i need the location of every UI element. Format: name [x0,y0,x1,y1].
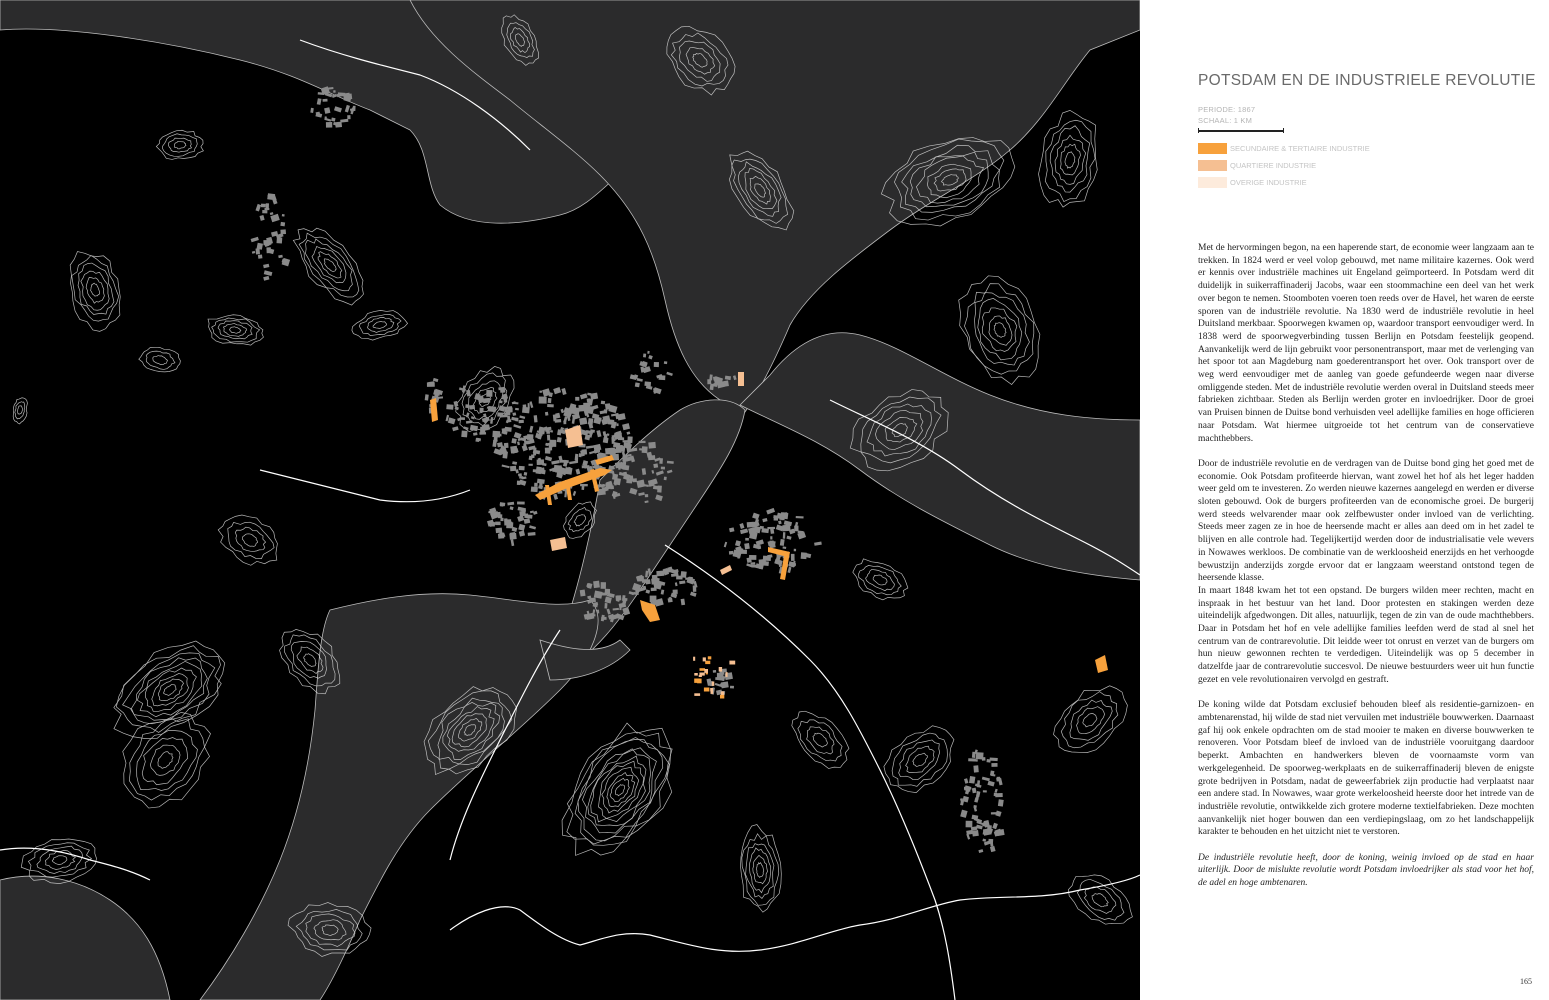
building [511,438,516,444]
building [523,443,526,448]
building [347,115,350,119]
building [548,398,552,403]
building [643,354,646,358]
building [498,533,504,539]
legend-swatch [1198,160,1227,171]
building [258,255,263,259]
building [657,486,662,493]
building [693,585,697,592]
building [580,590,586,597]
building [659,458,663,464]
building [629,475,633,481]
industry-building [708,656,712,659]
building [497,412,503,416]
building [616,423,618,426]
building [994,793,997,796]
building [500,518,503,521]
building [502,451,508,458]
building [515,418,518,422]
building [461,431,467,438]
page-number: 165 [1520,977,1532,986]
building [605,448,612,455]
building [276,237,282,243]
building [622,465,629,471]
industry-building [700,668,706,671]
building [504,443,509,448]
building [618,437,624,440]
building [622,595,625,599]
industry-building [720,695,724,699]
legend-label: SECUNDAIRE & TERTIAIRE INDUSTRIE [1230,144,1370,153]
building [326,122,332,128]
building [998,799,1004,806]
building [323,99,328,102]
building [495,522,500,526]
building [751,562,756,565]
building [645,494,648,497]
text-page [1140,0,1549,1000]
legend-label: OVERIGE INDUSTRIE [1230,178,1307,187]
building [335,122,342,128]
building [997,777,1001,781]
building [604,603,607,609]
scale-bar [1198,128,1284,133]
paragraph: Door de industriële revolutie en de verdragen van de Duitse bond ging het goed met de economie. Ook Potsdam profiteerde hiervan, want zowel het hof als het leger hadden weer geld om te investeren. Zo werden nieuwe kazernes aangelegd en werden er diverse sloten gebouwd. Ook de burgers profiteerden van de economische groei. De burgerij werd steeds welvarender maar ook zelfbewuster onder invloed van de verlichting. Steeds meer zagen ze in hoe de heersende macht er alles aan deed om in het zadel te blijven en alle controle had. Tegelijkertijd werden door de industrialisatie vele wevers in Nowawes werkloos. De combinatie van de werkloosheid enerzijds en het verhoogde bewustzijn anderzijds zorgde ervoor dat er langzaam weerstand ontstond tegen de heersende klasse. In maart 1848 kwam het tot een opstand. De burgers wilden meer rechten, macht en inspraak in het bestuur van het land. Door protesten en stakingen werden deze uiteindelijk afgedwongen. Dit alles, natuurlijk, tegen de zin van de oude machthebbers. Daar in Potsdam het hof en vele adellijke families leefden werd de stad al snel het centrum van de contrarevolutie. Dit leidde weer tot onrust en verzet van de burgers om hun nieuw gewonnen rechten te verdedigen. Uiteindelijk was op 5 december in datzelfde jaar de contrarevolutie succesvol. De nieuwe bestuurders weer uit hun functie gezet en vele revolutionairen vervolgd en gestraft. [1198,458,1534,685]
industry-building [729,661,735,665]
building [607,433,610,435]
building [635,590,638,595]
industry-building [703,657,706,661]
building [656,570,664,576]
building [547,404,554,407]
building [642,446,648,453]
building [669,597,672,601]
building [741,550,747,554]
building [801,552,807,559]
conclusion-paragraph: De industriële revolutie heeft, door de koning, weinig invloed op de stad en haar uiterlijk. Door de mislukte revolutie wordt Potsdam invloedrijker als stad voor het hof, de adel en hoge ambtenaren. [1198,852,1534,889]
building [582,465,590,468]
scale-label: SCHAAL: 1 KM [1198,116,1253,125]
building [794,549,796,551]
building [488,406,496,412]
building [603,409,607,413]
building [763,556,771,561]
building [486,390,492,397]
building [635,382,640,387]
building [650,596,657,602]
building [500,504,504,506]
building [528,464,532,466]
building [787,525,790,527]
building [257,243,263,250]
legend-swatch [1198,143,1227,154]
building [547,435,550,441]
building [783,532,786,539]
building [664,361,667,364]
building [986,759,990,763]
building [533,469,537,472]
building [267,195,274,199]
building [983,790,987,792]
building [343,93,351,100]
industry-building [694,673,698,676]
building [465,404,469,408]
building [594,591,603,599]
industry-building [738,372,744,386]
building [972,752,976,758]
building [627,436,632,443]
industry-building [704,669,708,673]
building [425,394,429,400]
building [653,463,658,468]
industry-building [699,673,704,676]
building [333,90,336,93]
building [515,408,519,410]
building [480,408,484,412]
building [545,412,549,416]
paragraph: De koning wilde dat Potsdam exclusief behouden bleef als residentie-garnizoen- en ambtenarenstad, hij wilde de stad niet vervuilen met industriële bouwwerken. Daarnaast gaf hij ook enkele opdrachten om de stad mooier te maken en diverse bouwwerken te renoveren. Voor Potsdam bleef de invloed van de industriële vooruitgang daardoor beperkt. Ambachten en handwerkers bleven de voornaamste vorm van werkgelegenheid. De spoorweg-werkplaats en de suikerraffinaderij bleven de enigste grote bedrijven in Potsdam, nadat de geweerfabriek zijn productie had verplaatst naar een andere stad. In Nowawes, waar grote werkeloosheid heerste door het intrede van de industriële revolutie, ontwikkelde zich grotere moderne textielfabrieken. Deze mochten aanvankelijk niet hoger bouwen dan een verdiepingslaag, om zo het landschappelijk karakter te behouden en het uitzicht niet te verstoren. [1198,700,1534,838]
building [770,536,772,539]
building [648,442,656,449]
building [528,403,530,408]
building [597,610,599,614]
period-label: PERIODE: 1867 [1198,105,1256,114]
building [593,581,600,588]
building [613,478,621,486]
building [972,830,979,836]
building [747,557,752,563]
building [673,590,678,595]
article-body [1198,242,1534,903]
building [615,462,621,468]
building [499,400,503,403]
building [607,591,610,594]
building [507,410,510,415]
building [619,607,621,610]
building [575,397,579,401]
building [262,210,267,213]
building [744,543,750,549]
industry-building [697,679,702,684]
building [610,485,614,489]
building [973,765,978,772]
building [639,441,646,443]
building [713,670,716,673]
building [983,831,987,835]
industry-building [704,688,710,692]
building [528,532,536,536]
industry-building [694,693,700,696]
building [501,446,505,451]
building [969,776,975,784]
building [517,481,521,485]
building [545,450,551,454]
industry-building [712,682,715,686]
building [654,362,659,367]
building [280,222,285,226]
building [664,477,667,481]
building [505,427,512,432]
building [601,582,606,589]
building [265,208,270,210]
building [982,757,986,761]
building [966,821,973,828]
building [781,512,784,515]
building [534,483,538,487]
building [509,533,516,540]
building [601,401,605,405]
building [990,758,998,762]
building [612,425,616,427]
building [496,512,501,516]
legend-label: QUARTIERE INDUSTRIE [1230,161,1317,170]
building [582,449,588,455]
building [758,545,761,549]
industry-building [726,672,728,677]
building [730,686,734,689]
industry-building [693,657,695,661]
building [565,467,573,475]
building [446,404,453,410]
building [517,502,525,505]
industry-building [710,688,713,691]
building [524,472,528,476]
building [569,407,574,414]
building [581,486,584,490]
building [479,432,486,435]
building [282,214,285,217]
building [546,430,550,434]
building [587,398,591,402]
building [791,554,795,561]
building [774,515,778,520]
building [648,455,655,460]
building [729,551,733,555]
building [973,805,976,808]
paragraph: Met de hervormingen begon, na een haperende start, de economie weer langzaam aan te trekken. In 1824 werd er veel volop gebouwd, met name militaire kazernes. Ook werd er kennis over industriële machines uit Engeland geïmporteerd. In Potsdam werd dit duidelijk in suikerraffinaderij Jacobs, waar een stoommachine een deel van het werk over begon te nemen. Stoomboten voeren toen reeds over de Havel, het waren de eerste sporen van de industriële revolutie. Na 1830 werd de industriële revolutie in heel Duitsland merkbaar. Spoorwegen kwamen op, waardoor transport eenvoudiger werd. In 1838 werd de spoorwegverbinding tussen Berlijn en Potsdam feestelijk geopend. Aanvankelijk werd de lijn gebruikt voor personentransport, maar met de verlenging van het spoor tot aan Magdeburg nam goederentransport het over. Ook transport over de weg werd eenvoudiger met de aanleg van goede gefundeerde wegen naar diverse omliggende steden. Met de industriële revolutie werden overal in Duitsland steeds meer fabrieken zichtbaar. Steden als Berlijn werden groter en invloedrijker. Door de groei van Pruisen binnen de Duitse bond verhuisden veel adellijke families en hoge officieren naar Potsdam. Wat hiermee uitgroeide tot het centrum van de conservatieve machthebbers. [1198,243,1534,444]
building [664,569,669,572]
building [510,466,516,471]
building [557,437,562,443]
building [524,513,528,517]
building [661,467,665,470]
building [601,617,606,620]
building [496,528,503,534]
building [642,579,650,583]
building [589,614,595,617]
building [539,391,542,393]
building [519,466,525,470]
building [331,118,335,122]
page-title: POTSDAM EN DE INDUSTRIELE REVOLUTIE [1198,72,1536,89]
building [631,489,634,491]
building [522,407,530,414]
building [266,247,271,253]
building [519,420,524,424]
building [991,763,997,767]
building [710,384,714,391]
building [537,459,544,465]
industry-building [719,667,722,672]
legend-swatch [1198,177,1227,188]
building [796,516,804,519]
building [745,538,749,541]
building [579,417,587,425]
building [518,473,522,476]
building [539,397,547,404]
building [680,571,686,578]
industry-building [705,661,710,664]
building [713,377,716,381]
building [529,456,533,461]
building [261,204,266,208]
building [608,419,615,425]
building [644,381,651,386]
